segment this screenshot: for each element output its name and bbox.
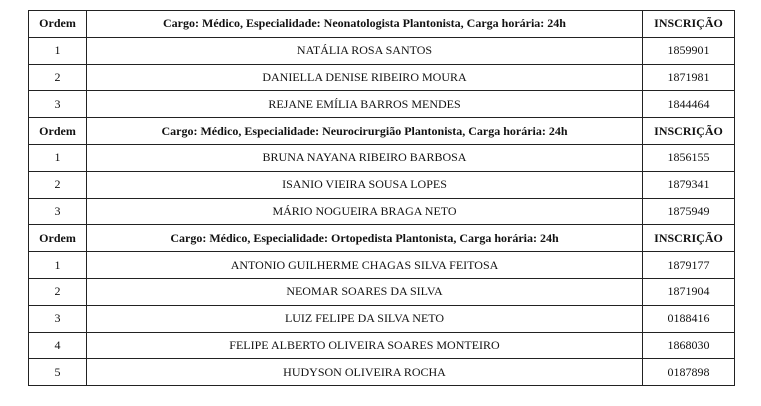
ordem-cell: 3 [29, 305, 87, 332]
table-row [29, 278, 735, 305]
nome-cell: DANIELLA DENISE RIBEIRO MOURA [87, 64, 643, 91]
nome-cell: NATÁLIA ROSA SANTOS [87, 37, 643, 64]
inscricao-cell: 1844464 [643, 91, 735, 118]
nome-cell: ISANIO VIEIRA SOUSA LOPES [87, 171, 643, 198]
ordem-cell: 1 [29, 37, 87, 64]
table-row [29, 359, 735, 386]
ordem-header: Ordem [29, 11, 87, 38]
inscricao-header: INSCRIÇÃO [643, 11, 735, 38]
inscricao-cell: 1856155 [643, 144, 735, 171]
inscricao-cell: 0187898 [643, 359, 735, 386]
nome-cell: MÁRIO NOGUEIRA BRAGA NETO [87, 198, 643, 225]
ordem-cell: 4 [29, 332, 87, 359]
nome-cell: BRUNA NAYANA RIBEIRO BARBOSA [87, 144, 643, 171]
inscricao-cell: 1879177 [643, 252, 735, 279]
nome-cell: NEOMAR SOARES DA SILVA [87, 278, 643, 305]
group-header-row [29, 118, 735, 145]
table-row [29, 64, 735, 91]
ordem-cell: 2 [29, 171, 87, 198]
ordem-cell: 3 [29, 91, 87, 118]
nome-cell: LUIZ FELIPE DA SILVA NETO [87, 305, 643, 332]
group-header-row [29, 225, 735, 252]
nome-cell: FELIPE ALBERTO OLIVEIRA SOARES MONTEIRO [87, 332, 643, 359]
inscricao-cell: 0188416 [643, 305, 735, 332]
ordem-cell: 1 [29, 252, 87, 279]
ordem-cell: 2 [29, 64, 87, 91]
inscricao-header: INSCRIÇÃO [643, 118, 735, 145]
table-row [29, 171, 735, 198]
inscricao-header: INSCRIÇÃO [643, 225, 735, 252]
table-row [29, 91, 735, 118]
cargo-header: Cargo: Médico, Especialidade: Ortopedista Plantonista, Carga horária: 24h [87, 225, 643, 252]
nome-cell: REJANE EMÍLIA BARROS MENDES [87, 91, 643, 118]
nome-cell: ANTONIO GUILHERME CHAGAS SILVA FEITOSA [87, 252, 643, 279]
cargo-header: Cargo: Médico, Especialidade: Neurocirurgião Plantonista, Carga horária: 24h [87, 118, 643, 145]
inscricao-cell: 1871981 [643, 64, 735, 91]
inscricao-cell: 1859901 [643, 37, 735, 64]
ordem-cell: 5 [29, 359, 87, 386]
ordem-header: Ordem [29, 118, 87, 145]
ordem-header: Ordem [29, 225, 87, 252]
table-row [29, 332, 735, 359]
table-row [29, 252, 735, 279]
inscricao-cell: 1868030 [643, 332, 735, 359]
cargo-header: Cargo: Médico, Especialidade: Neonatologista Plantonista, Carga horária: 24h [87, 11, 643, 38]
table-row [29, 144, 735, 171]
ordem-cell: 2 [29, 278, 87, 305]
inscricao-cell: 1879341 [643, 171, 735, 198]
results-table-body [29, 11, 735, 386]
group-header-row [29, 11, 735, 38]
inscricao-cell: 1871904 [643, 278, 735, 305]
ordem-cell: 3 [29, 198, 87, 225]
nome-cell: HUDYSON OLIVEIRA ROCHA [87, 359, 643, 386]
inscricao-cell: 1875949 [643, 198, 735, 225]
ordem-cell: 1 [29, 144, 87, 171]
table-row [29, 305, 735, 332]
table-row [29, 198, 735, 225]
results-table [28, 10, 735, 386]
table-row [29, 37, 735, 64]
